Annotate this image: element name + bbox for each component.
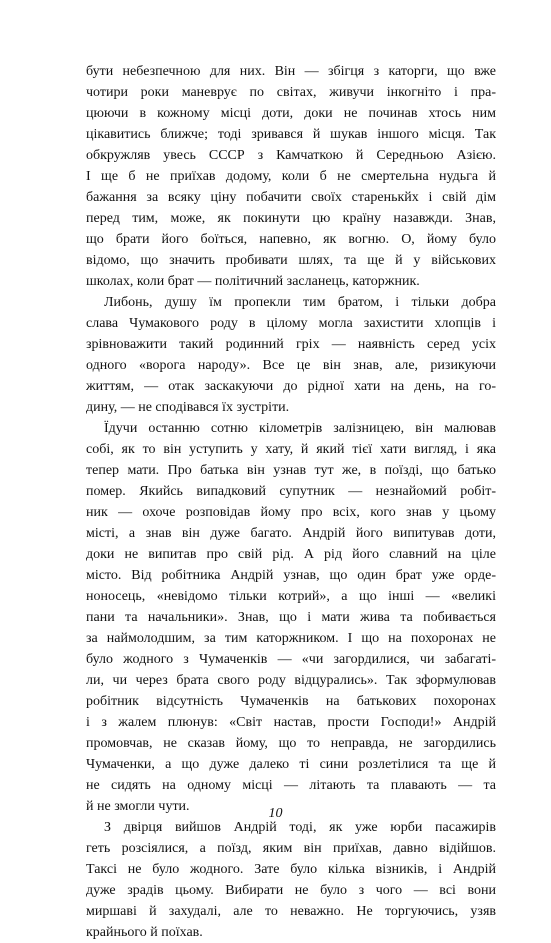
text-line: зрівноважити такий родинний гріх — наявність серед усіх xyxy=(86,337,496,352)
text-line: місті, а знав він дуже багато. Андрій його випитував доти, xyxy=(86,526,496,541)
text-line: Таксі не було жодного. Зате було кілька візників, і Андрій xyxy=(86,862,496,877)
page-number: 10 xyxy=(268,806,283,821)
text-line: обкружляв увесь СССР з Камчаткою й Середньою Азією. xyxy=(86,148,496,163)
text-line: і з жалем плюнув: «Світ настав, прости Господи!» Андрій xyxy=(86,715,496,730)
text-line: бути небезпечною для них. Він — збігця з каторги, що вже xyxy=(86,64,496,79)
text-line: тепер мати. Про батька він узнав тут же, в поїзді, що батько xyxy=(86,463,496,478)
paragraph xyxy=(86,817,496,943)
text-line: перед тим, може, як покинути цю країну назавжди. Знав, xyxy=(86,211,496,226)
text-line: З двірця вийшов Андрій тоді, як уже юрби пасажирів xyxy=(104,820,496,835)
text-line: Їдучи останню сотню кілометрів залізницею, він малював xyxy=(104,421,496,436)
text-line: ли, чи через брата свого роду відцурались». Так зформулював xyxy=(86,673,496,688)
text-line: дину, — не сподівався їх зустріти. xyxy=(86,400,290,415)
text-line: миршаві й захудалі, але то неважно. Не торгуючись, узяв xyxy=(86,904,496,919)
text-line: дуже зрадів цьому. Вибирати не було з чого — всі вони xyxy=(86,883,496,898)
text-line: робітник відсутність Чумаченків на батькових похоронах xyxy=(86,694,496,709)
text-line: школах, коли брат — політичний засланець, каторжник. xyxy=(86,274,420,289)
text-line: й не змогли чути. xyxy=(86,799,190,814)
text-line: І ще б не приїхав додому, коли б не смертельна нудьга й xyxy=(86,169,496,184)
text-line: одного «ворога народу». Все це він знав, але, ризикуючи xyxy=(86,358,496,373)
text-line: бажання за всяку ціну побачити своїх старенькйх і свій дім xyxy=(86,190,496,205)
text-line: місто. Від робітника Андрій узнав, що один брат уже орде- xyxy=(86,568,496,583)
text-line: цюючи в кожному місці доти, доки не починав хтось ним xyxy=(86,106,496,121)
text-line: не сидять на одному місці — літають та плавають — та xyxy=(86,778,496,793)
text-line: пани та начальники». Знав, що і мати жива та побивається xyxy=(86,610,496,625)
text-line: Чумаченки, а що дуже далеко ті сини розлетілися та ще й xyxy=(86,757,496,772)
text-line: було жодного з Чумаченків — «чи загордилися, чи забагаті- xyxy=(86,652,496,667)
text-line: собі, як то він уступить у хату, й який тієї хати вигляд, і яка xyxy=(86,442,496,457)
text-line: життям, — отак заскакуючи до рідної хати на день, на го- xyxy=(86,379,496,394)
text-line: геть розсіялися, а поїзд, яким він приїхав, давно відійшов. xyxy=(86,841,496,856)
text-line: ник — охоче розповідав йому про всіх, кого знав у цьому xyxy=(86,505,496,520)
text-line: відомо, що значить пробивати шлях, та ще й у військових xyxy=(86,253,496,268)
text-line: помер. Якийсь випадковий супутник — незнайомий робіт- xyxy=(86,484,496,499)
text-line: доки не випитав про свій рід. А рід його славний на ціле xyxy=(86,547,496,562)
text-line: промовчав, не сказав йому, що то неправда, не загордились xyxy=(86,736,496,751)
text-line: Либонь, душу їм пропекли тим братом, і тільки добра xyxy=(104,295,496,310)
text-line: крайнього й поїхав. xyxy=(86,925,203,940)
paragraph xyxy=(86,418,496,817)
text-line: слава Чумакового роду в цілому могла захистити хлопців і xyxy=(86,316,496,331)
text-line: що брати його боїться, напевно, як вогню. О, йому було xyxy=(86,232,496,247)
paragraph xyxy=(86,292,496,418)
text-line: за наймолодшим, за тим каторжником. І що на похоронах не xyxy=(86,631,496,646)
text-line: ноносець, «невідомо тільки котрий», а що інші — «великі xyxy=(86,589,496,604)
paragraph xyxy=(86,61,496,292)
text-line: цікавитись ближче; тоді зривався й шукав іншого місця. Так xyxy=(86,127,496,142)
text-line: чотири роки маневрує по світах, живучи інкогніто і пра- xyxy=(86,85,496,100)
